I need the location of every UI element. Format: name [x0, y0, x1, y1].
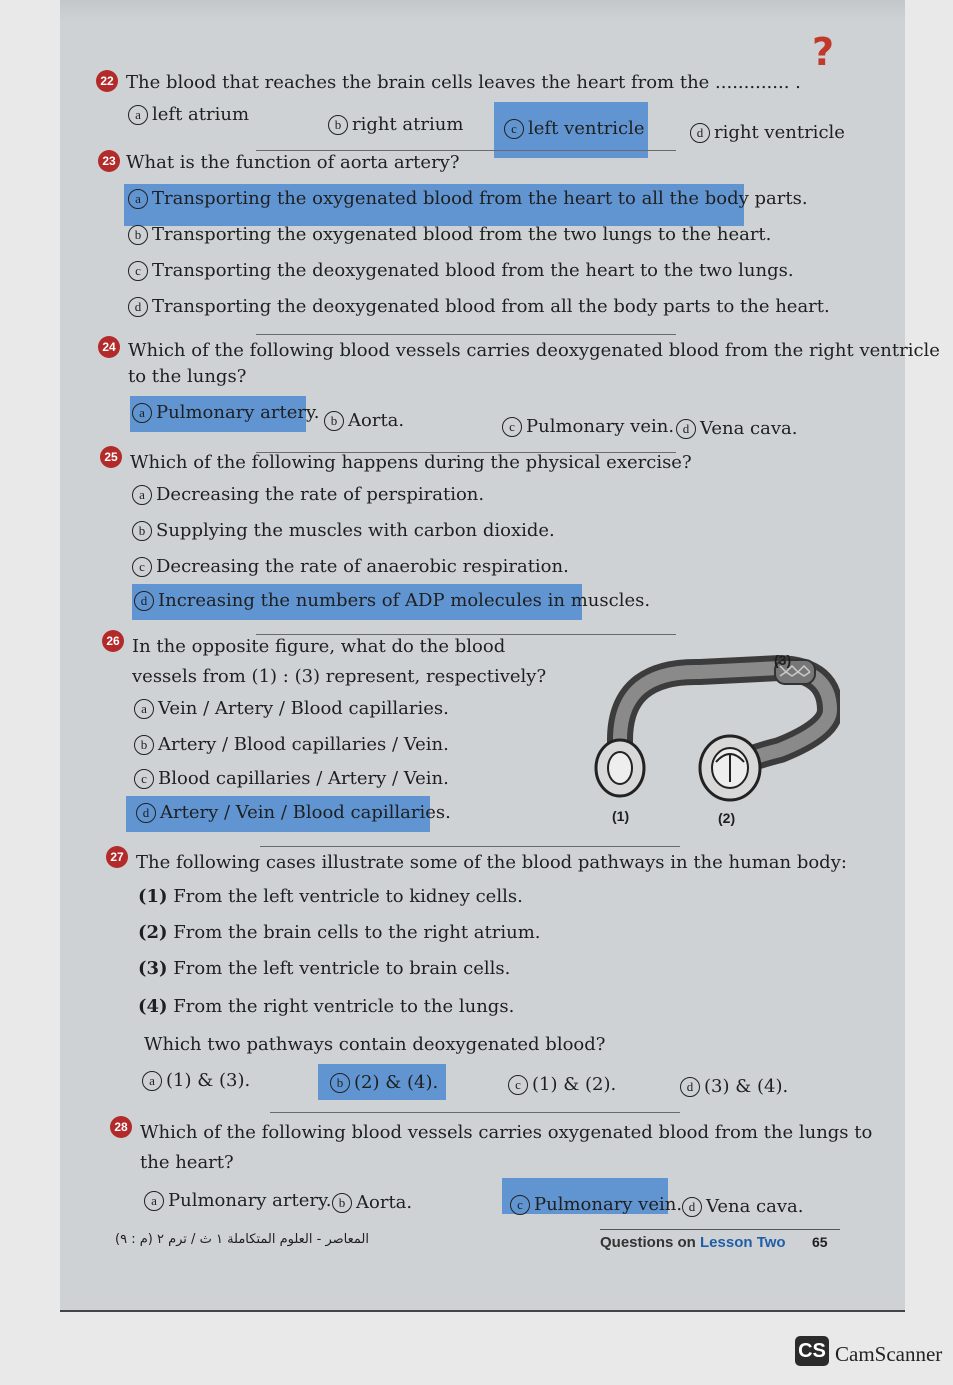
letter-badge: a — [128, 189, 148, 209]
option-d[interactable] — [128, 296, 830, 317]
question-number: 25 — [100, 446, 122, 468]
letter-badge: b — [132, 521, 152, 541]
option-c[interactable] — [508, 1074, 616, 1095]
letter-badge: a — [144, 1191, 164, 1211]
option-a[interactable] — [134, 698, 449, 719]
question-text: Which of the following blood vessels carries deoxygenated blood from the right ventricle — [128, 340, 940, 361]
option-label: Artery / Vein / Blood capillaries. — [160, 802, 451, 823]
letter-badge: b — [128, 225, 148, 245]
letter-badge: d — [134, 591, 154, 611]
option-b[interactable] — [332, 1192, 412, 1213]
option-a[interactable] — [128, 104, 249, 125]
case-text: From the brain cells to the right atrium. — [173, 922, 541, 943]
case-number: (4) — [138, 996, 168, 1017]
option-d[interactable] — [690, 122, 845, 143]
letter-badge: c — [128, 261, 148, 281]
letter-badge: b — [134, 735, 154, 755]
option-d[interactable] — [134, 590, 650, 611]
option-label: Transporting the deoxygenated blood from all the body parts to the heart. — [152, 296, 830, 317]
option-label: Pulmonary vein. — [526, 416, 675, 437]
separator — [256, 634, 676, 635]
option-c[interactable] — [134, 768, 449, 789]
camscanner-logo-icon: CS — [795, 1336, 829, 1366]
option-label: Transporting the deoxygenated blood from the heart to the two lungs. — [152, 260, 794, 281]
option-label: Transporting the oxygenated blood from the heart to all the body parts. — [152, 188, 808, 209]
option-d[interactable] — [680, 1076, 788, 1097]
case-text: From the left ventricle to kidney cells. — [173, 886, 523, 907]
option-b[interactable] — [330, 1072, 438, 1093]
option-c[interactable] — [132, 556, 569, 577]
question-text: What is the function of aorta artery? — [126, 152, 460, 173]
figure-label-2: (2) — [718, 810, 736, 826]
option-label: left ventricle — [528, 118, 645, 139]
letter-badge: c — [132, 557, 152, 577]
letter-badge: c — [502, 417, 522, 437]
page-number: 65 — [812, 1234, 828, 1250]
question-number: 27 — [106, 846, 128, 868]
option-c[interactable] — [128, 260, 794, 281]
question-text-cont: the heart? — [140, 1152, 234, 1173]
question-text: The blood that reaches the brain cells leaves the heart from the ............. . — [126, 72, 801, 93]
question-text-cont: vessels from (1) : (3) represent, respectively? — [132, 666, 547, 687]
letter-badge: d — [676, 419, 696, 439]
letter-badge: b — [330, 1073, 350, 1093]
case-number: (1) — [138, 886, 168, 907]
question-number: 26 — [102, 630, 124, 652]
option-label: Pulmonary artery. — [156, 402, 320, 423]
footer-rule — [600, 1229, 840, 1230]
option-label: Transporting the oxygenated blood from the two lungs to the heart. — [152, 224, 772, 245]
option-label: Decreasing the rate of perspiration. — [156, 484, 485, 505]
letter-badge: d — [682, 1197, 702, 1217]
option-label: right atrium — [352, 114, 464, 135]
question-number: 24 — [98, 336, 120, 358]
question-ask: Which two pathways contain deoxygenated blood? — [144, 1034, 606, 1055]
vessel-1-lumen — [608, 752, 632, 784]
option-d[interactable] — [136, 802, 451, 823]
option-label: left atrium — [152, 104, 250, 125]
case-4 — [138, 996, 514, 1017]
question-number: 23 — [98, 150, 120, 172]
letter-badge: c — [510, 1195, 530, 1215]
option-c[interactable] — [504, 118, 645, 139]
letter-badge: a — [132, 403, 152, 423]
option-label: (1) & (3). — [166, 1070, 251, 1091]
letter-badge: b — [332, 1193, 352, 1213]
separator — [270, 1112, 680, 1113]
letter-badge: d — [690, 123, 710, 143]
footer-section — [600, 1234, 786, 1251]
option-label: Aorta. — [348, 410, 405, 431]
option-label: Blood capillaries / Artery / Vein. — [158, 768, 449, 789]
case-text: From the left ventricle to brain cells. — [173, 958, 511, 979]
letter-badge: c — [504, 119, 524, 139]
option-b[interactable] — [134, 734, 449, 755]
question-text-cont: to the lungs? — [128, 366, 247, 387]
option-label: (3) & (4). — [704, 1076, 789, 1097]
option-label: right ventricle — [714, 122, 845, 143]
option-label: Increasing the numbers of ADP molecules in muscles. — [158, 590, 651, 611]
case-2 — [138, 922, 541, 943]
option-label: Aorta. — [356, 1192, 413, 1213]
question-text: Which of the following blood vessels carries oxygenated blood from the lungs to — [140, 1122, 873, 1143]
option-b[interactable] — [324, 410, 404, 431]
option-d[interactable] — [682, 1196, 803, 1217]
option-label: (1) & (2). — [532, 1074, 617, 1095]
option-label: Pulmonary vein. — [534, 1194, 683, 1215]
case-text: From the right ventricle to the lungs. — [173, 996, 515, 1017]
option-a[interactable] — [132, 484, 484, 505]
blood-vessel-figure — [580, 650, 840, 820]
separator — [260, 846, 680, 847]
figure-label-3: (3) — [774, 652, 792, 668]
question-mark-icon: ? — [812, 30, 835, 74]
case-3 — [138, 958, 510, 979]
question-text: Which of the following happens during the physical exercise? — [130, 452, 692, 473]
option-a[interactable] — [128, 188, 808, 209]
question-text: The following cases illustrate some of the blood pathways in the human body: — [136, 852, 847, 873]
option-label: Supplying the muscles with carbon dioxide. — [156, 520, 555, 541]
option-b[interactable] — [132, 520, 555, 541]
question-number: 28 — [110, 1116, 132, 1138]
letter-badge: d — [680, 1077, 700, 1097]
figure-label-1: (1) — [612, 808, 630, 824]
question-text: In the opposite figure, what do the blood — [132, 636, 506, 657]
camscanner-watermark: CamScanner — [835, 1342, 943, 1366]
letter-badge: a — [132, 485, 152, 505]
option-a[interactable] — [144, 1190, 332, 1211]
question-number: 22 — [96, 70, 118, 92]
separator — [256, 334, 676, 335]
letter-badge: d — [128, 297, 148, 317]
case-1 — [138, 886, 523, 907]
footer-lesson: Lesson Two — [700, 1234, 786, 1251]
option-label: Vena cava. — [706, 1196, 804, 1217]
scan-shadow — [60, 0, 905, 22]
case-number: (2) — [138, 922, 168, 943]
option-a[interactable] — [142, 1070, 250, 1091]
case-number: (3) — [138, 958, 168, 979]
worksheet-page — [60, 0, 940, 1312]
option-label: Artery / Blood capillaries / Vein. — [158, 734, 449, 755]
letter-badge: b — [324, 411, 344, 431]
option-label: Vena cava. — [700, 418, 798, 439]
option-a[interactable] — [132, 402, 320, 423]
option-label: Decreasing the rate of anaerobic respiration. — [156, 556, 569, 577]
option-b[interactable] — [128, 224, 771, 245]
letter-badge: b — [328, 115, 348, 135]
option-c[interactable] — [510, 1194, 682, 1215]
letter-badge: c — [508, 1075, 528, 1095]
footer-prefix: Questions on — [600, 1234, 701, 1251]
option-label: Vein / Artery / Blood capillaries. — [158, 698, 449, 719]
option-d[interactable] — [676, 418, 797, 439]
footer-arabic: المعاصر - العلوم المتكاملة ١ ث / ترم ٢ (م : ٩) — [115, 1232, 369, 1247]
option-b[interactable] — [328, 114, 463, 135]
option-label: (2) & (4). — [354, 1072, 439, 1093]
option-label: Pulmonary artery. — [168, 1190, 332, 1211]
letter-badge: c — [134, 769, 154, 789]
letter-badge: a — [142, 1071, 162, 1091]
letter-badge: a — [128, 105, 148, 125]
letter-badge: d — [136, 803, 156, 823]
option-c[interactable] — [502, 416, 674, 437]
letter-badge: a — [134, 699, 154, 719]
separator — [256, 150, 676, 151]
